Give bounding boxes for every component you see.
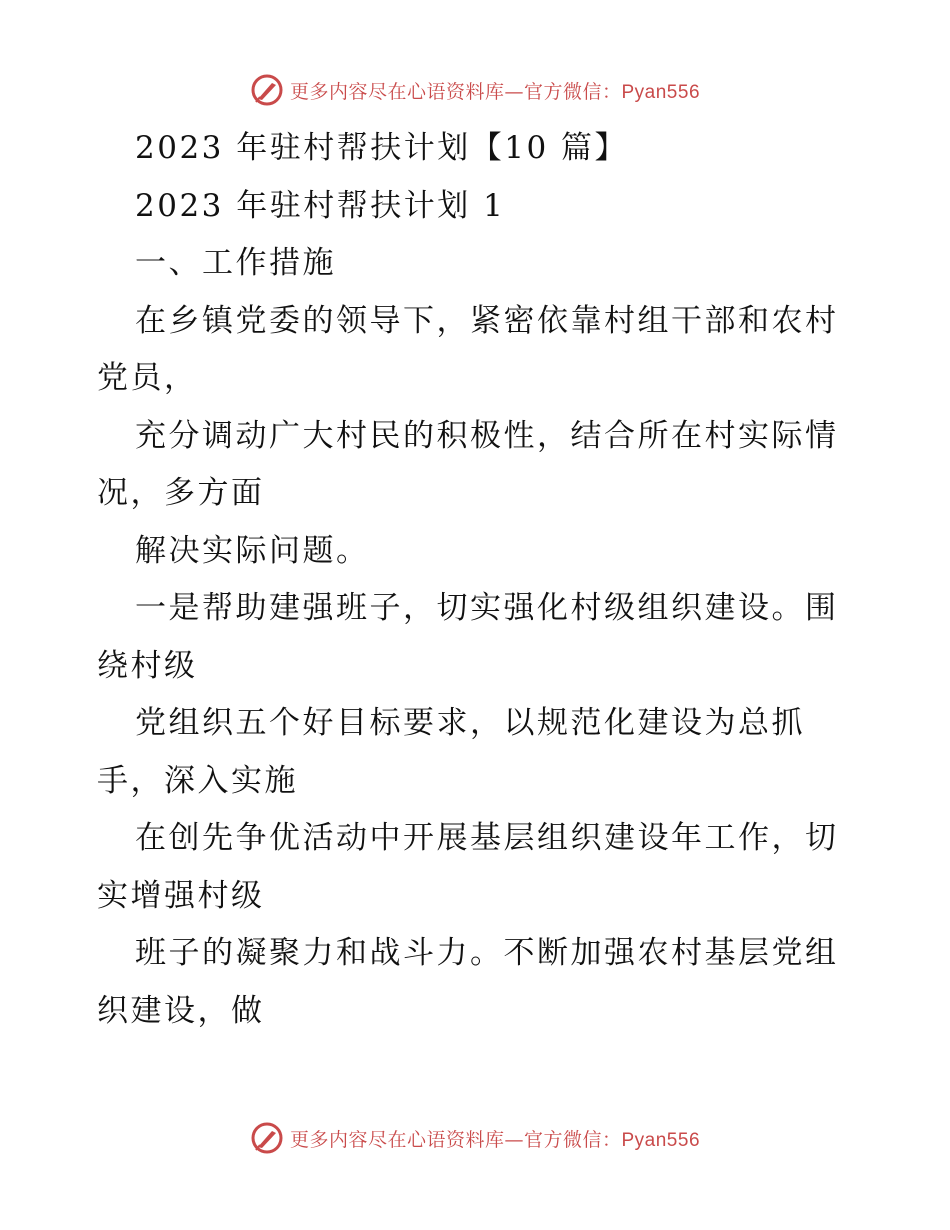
text-line: 一、工作措施 — [135, 245, 336, 281]
watermark-text: 更多内容尽在心语资料库—官方微信：Pyan556 — [289, 1128, 701, 1151]
text-line: 手，深入实施 — [97, 762, 298, 799]
text-line: 党组织五个好目标要求，以规范化建设为总抓 — [135, 705, 805, 741]
text-line: 实增强村级 — [97, 877, 265, 914]
text-line: 2023 年驻村帮扶计划【10 篇】 — [135, 130, 629, 166]
text-line: 党员， — [97, 360, 198, 396]
text-line: 在创先争优活动中开展基层组织建设年工作，切 — [135, 820, 839, 856]
watermark-text: 更多内容尽在心语资料库—官方微信：Pyan556 — [289, 80, 701, 103]
footer-watermark — [0, 1118, 950, 1158]
text-line: 织建设，做 — [97, 992, 265, 1029]
text-line: 一是帮助建强班子，切实强化村级组织建设。围 — [135, 590, 839, 626]
document-body — [97, 120, 857, 1040]
text-line: 绕村级 — [97, 647, 198, 684]
header-watermark — [0, 70, 950, 110]
text-line: 充分调动广大村民的积极性，结合所在村实际情 — [135, 417, 839, 454]
text-line: 况，多方面 — [97, 475, 265, 511]
text-line: 解决实际问题。 — [135, 532, 370, 569]
quill-logo-icon — [250, 1121, 284, 1155]
quill-logo-icon — [250, 73, 284, 107]
text-line: 2023 年驻村帮扶计划 1 — [135, 187, 506, 224]
text-line: 在乡镇党委的领导下，紧密依靠村组干部和农村 — [135, 302, 839, 339]
text-line: 班子的凝聚力和战斗力。不断加强农村基层党组 — [135, 935, 839, 971]
